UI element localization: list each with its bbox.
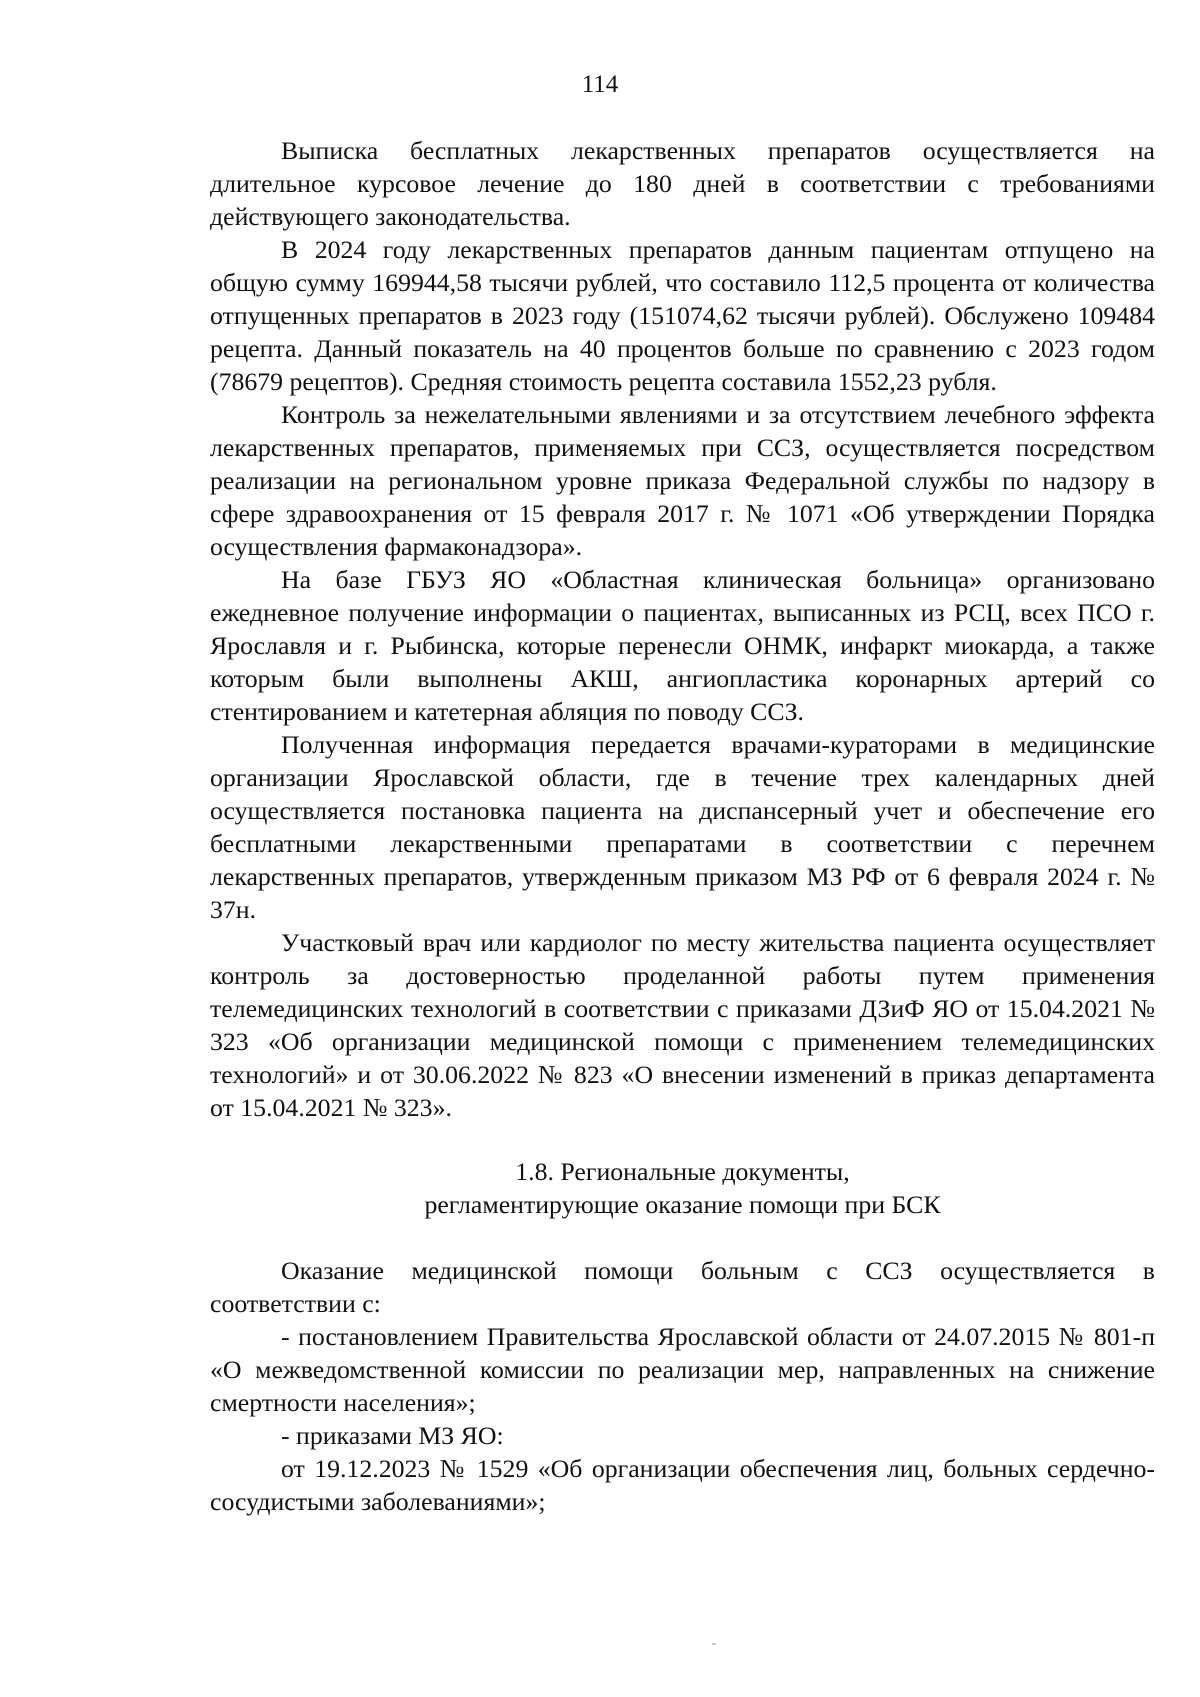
list-item-orders: - приказами МЗ ЯО: <box>281 1421 504 1450</box>
paragraph-intro-list: Оказание медицинской помощи больным с ССЗ осуществляется в соответствии с: <box>210 1256 1155 1318</box>
page-number: 114 <box>581 71 619 98</box>
section-heading-line-1: 1.8. Региональные документы, <box>515 1157 850 1186</box>
paragraph-free-prescriptions: Выписка бесплатных лекарственных препаратов осуществляется на длительное курсовое лечение до 180 дней в соответствии с требованиями действующего законодательства. <box>210 136 1155 231</box>
section-heading <box>210 1155 1155 1221</box>
paragraph-curators: Полученная информация передается врачами-кураторами в медицинские организации Ярославской области, где в течение трех календарных дней осуществляется постановка пациента на диспансерный учет и обеспечение его бесплатными лекарственными препаратами в соответствии с перечнем лекарственных препаратов, утвержденным приказом МЗ РФ от 6 февраля 2024 г. № 37н. <box>210 730 1155 924</box>
paragraph-pharmacovigilance: Контроль за нежелательными явлениями и за отсутствием лечебного эффекта лекарственных препаратов, применяемых при ССЗ, осуществляется посредством реализации на региональном уровне приказа Федеральной службы по надзору в сфере здравоохранения от 15 февраля 2017 г. № 1071 «Об утверждении Порядка осуществления фармаконадзора». <box>210 400 1155 561</box>
list-item-order-1529: от 19.12.2023 № 1529 «Об организации обеспечения лиц, больных сердечно-сосудистыми заболеваниями»; <box>210 1454 1155 1516</box>
section-heading-line-2: регламентирующие оказание помощи при БСК <box>424 1190 941 1219</box>
paragraph-regional-hospital: На базе ГБУЗ ЯО «Областная клиническая больница» организовано ежедневное получение информации о пациентах, выписанных из РСЦ, всех ПСО г. Ярославля и г. Рыбинска, которые перенесли ОНМК, инфаркт миокарда, а также которым были выполнены АКШ, ангиопластика коронарных артерий со стентированием и катетерная абляция по поводу ССЗ. <box>210 565 1155 726</box>
paragraph-telemedicine: Участковый врач или кардиолог по месту жительства пациента осуществляет контроль за достоверностью проделанной работы путем применения телемедицинских технологий в соответствии с приказами ДЗиФ ЯО от 15.04.2021 № 323 «Об организации медицинской помощи с применением телемедицинских технологий» и от 30.06.2022 № 823 «О внесении изменений в приказ департамента от 15.04.2021 № 323». <box>210 928 1155 1122</box>
paragraph-2024-statistics: В 2024 году лекарственных препаратов данным пациентам отпущено на общую сумму 169944,58 тысячи рублей, что составило 112,5 процента от количества отпущенных препаратов в 2023 году (151074,62 тысячи рублей). Обслужено 109484 рецепта. Данный показатель на 40 процентов больше по сравнению с 2023 годом (78679 рецептов). Средняя стоимость рецепта составила 1552,23 рубля. <box>210 235 1155 396</box>
scan-speck <box>712 1643 716 1645</box>
list-item-resolution: - постановлением Правительства Ярославской области от 24.07.2015 № 801-п «О межведомственной комиссии по реализации мер, направленных на снижение смертности населения»; <box>210 1322 1155 1417</box>
document-body <box>210 134 1155 1518</box>
